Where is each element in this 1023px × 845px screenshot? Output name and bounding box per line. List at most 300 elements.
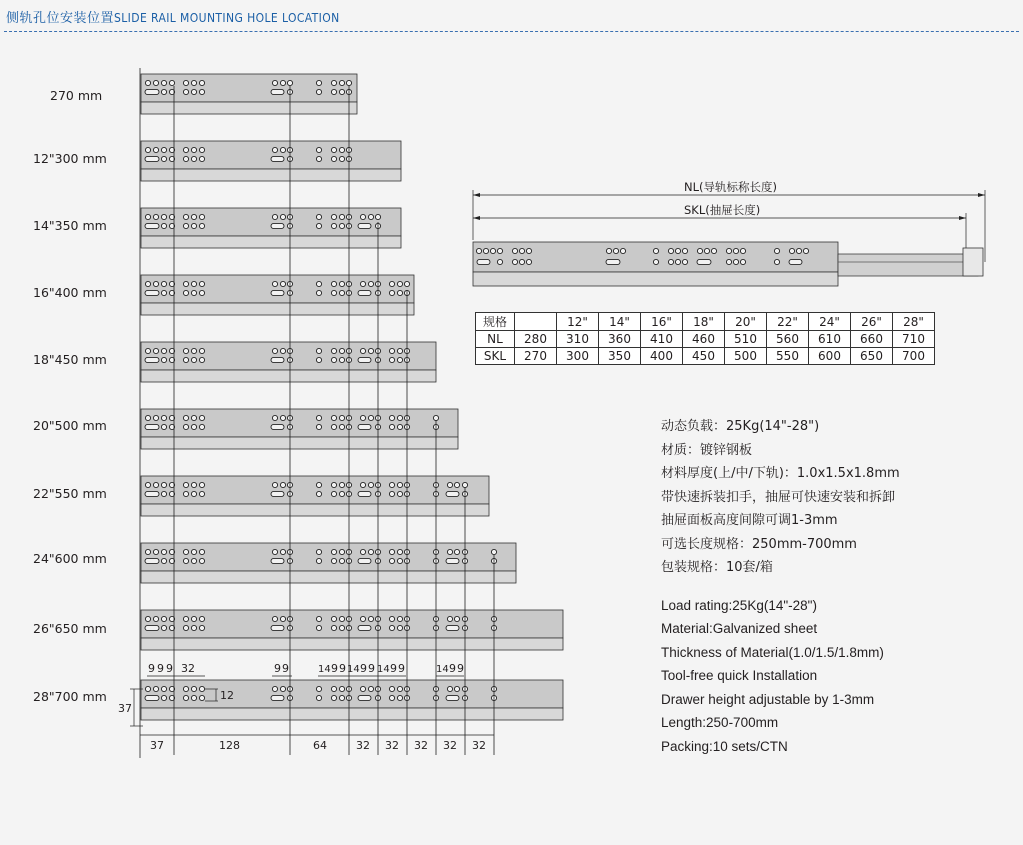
mounting-hole: [490, 248, 495, 253]
top-dim-9a: 9: [148, 662, 155, 675]
mounting-hole: [339, 558, 344, 563]
mounting-hole: [191, 80, 196, 85]
spec-line-cn: 材料厚度(上/中/下轨)：1.0x1.5x1.8mm: [661, 466, 900, 481]
mounting-hole: [153, 147, 158, 152]
spec-table-cell: 28": [893, 313, 935, 331]
mounting-hole: [272, 616, 277, 621]
mounting-hole: [397, 686, 402, 691]
rail-base: [141, 571, 516, 583]
mounting-slot: [358, 625, 371, 630]
mounting-slot: [271, 625, 284, 630]
mounting-slot: [145, 491, 159, 496]
mounting-slot: [358, 558, 371, 563]
rails-layer: [141, 74, 563, 720]
mounting-hole: [161, 223, 166, 228]
mounting-hole: [360, 415, 365, 420]
mounting-hole: [199, 482, 204, 487]
mounting-hole: [697, 248, 702, 253]
mounting-hole: [199, 156, 204, 161]
mounting-hole: [331, 424, 336, 429]
mounting-hole: [339, 625, 344, 630]
mounting-hole: [512, 259, 517, 264]
mounting-hole: [682, 259, 687, 264]
mounting-hole: [397, 281, 402, 286]
mounting-hole: [191, 686, 196, 691]
mounting-hole: [331, 549, 336, 554]
mounting-hole: [339, 214, 344, 219]
slide-rail: [141, 74, 357, 114]
top-dim-9b: 9: [157, 662, 164, 675]
mounting-hole: [339, 348, 344, 353]
spec-table-rowhead: 规格: [476, 313, 515, 331]
mounting-hole: [280, 616, 285, 621]
mounting-hole: [161, 482, 166, 487]
top-dim-9h: 9: [360, 662, 367, 675]
mounting-hole: [726, 259, 731, 264]
mounting-hole: [375, 214, 380, 219]
mounting-hole: [153, 549, 158, 554]
mounting-hole: [331, 415, 336, 420]
rail-body: [141, 680, 563, 708]
mounting-hole: [339, 695, 344, 700]
mounting-hole: [161, 686, 166, 691]
rail-body: [141, 208, 401, 236]
mounting-slot: [446, 558, 459, 563]
slide-rail: [141, 275, 414, 315]
rail-base: [141, 102, 357, 114]
top-dim-14c: 14: [377, 664, 390, 675]
spec-table-cell: 710: [893, 331, 935, 348]
dim-12: 12: [220, 689, 234, 702]
mounting-hole: [145, 616, 150, 621]
top-dim-14b: 14: [347, 664, 360, 675]
mounting-slot: [145, 424, 159, 429]
spec-line-en: Material:Galvanized sheet: [661, 621, 818, 636]
bottom-dim-32a: 32: [356, 739, 370, 752]
mounting-hole: [153, 415, 158, 420]
mounting-hole: [368, 348, 373, 353]
specs-chinese: [661, 415, 900, 580]
mounting-hole: [360, 281, 365, 286]
mounting-hole: [280, 214, 285, 219]
spec-table-cell: 360: [599, 331, 641, 348]
slide-rail: [141, 342, 436, 382]
mounting-slot: [271, 357, 284, 362]
rail-base: [141, 303, 414, 315]
mounting-hole: [183, 357, 188, 362]
spec-table-cell: 550: [767, 348, 809, 365]
specs-english: [661, 594, 900, 759]
mounting-slot: [789, 259, 802, 264]
mounting-hole: [316, 482, 321, 487]
mounting-hole: [726, 248, 731, 253]
mounting-hole: [497, 248, 502, 253]
mounting-hole: [191, 616, 196, 621]
bottom-dimensions: [140, 735, 494, 752]
mounting-hole: [161, 290, 166, 295]
slide-rail: [141, 409, 458, 449]
mounting-hole: [331, 616, 336, 621]
mounting-hole: [331, 482, 336, 487]
mounting-hole: [191, 625, 196, 630]
mounting-hole: [316, 695, 321, 700]
mounting-slot: [446, 625, 459, 630]
mounting-hole: [397, 549, 402, 554]
mounting-hole: [331, 290, 336, 295]
top-dim-9i: 9: [368, 662, 375, 675]
top-dim-14d: 14: [436, 664, 449, 675]
slide-rail: [141, 680, 563, 720]
size-label-400: 16"400 mm: [33, 285, 107, 300]
spec-table-cell: 560: [767, 331, 809, 348]
mounting-hole: [360, 482, 365, 487]
mounting-slot: [145, 290, 159, 295]
mounting-hole: [389, 625, 394, 630]
mounting-slot: [606, 259, 620, 264]
mounting-hole: [368, 686, 373, 691]
mounting-hole: [191, 223, 196, 228]
mounting-hole: [191, 89, 196, 94]
mounting-hole: [360, 214, 365, 219]
mounting-hole: [483, 248, 488, 253]
slide-rail: [141, 208, 401, 248]
spec-table-rowhead: NL: [476, 331, 515, 348]
spec-table-cell: 460: [683, 331, 725, 348]
mounting-hole: [339, 223, 344, 228]
mounting-hole: [161, 357, 166, 362]
mounting-hole: [183, 156, 188, 161]
mounting-hole: [161, 415, 166, 420]
mounting-hole: [183, 482, 188, 487]
mounting-hole: [668, 248, 673, 253]
mounting-hole: [397, 415, 402, 420]
top-dim-9g: 9: [339, 662, 346, 675]
mounting-hole: [280, 686, 285, 691]
mounting-hole: [183, 549, 188, 554]
mounting-hole: [183, 89, 188, 94]
rail-body: [141, 342, 436, 370]
mounting-slot: [358, 491, 371, 496]
rail-body: [141, 610, 563, 638]
mounting-hole: [161, 214, 166, 219]
top-dim-32: 32: [181, 662, 195, 675]
mounting-hole: [161, 281, 166, 286]
mounting-hole: [191, 290, 196, 295]
spec-table-cell: 450: [683, 348, 725, 365]
bottom-dim-64: 64: [313, 739, 327, 752]
mounting-hole: [368, 549, 373, 554]
mounting-hole: [183, 147, 188, 152]
mounting-hole: [272, 549, 277, 554]
size-label-270: 270 mm: [50, 88, 103, 103]
mounting-hole: [397, 424, 402, 429]
mounting-hole: [199, 491, 204, 496]
spec-table-cell: 20": [725, 313, 767, 331]
size-label-300: 12"300 mm: [33, 151, 107, 166]
mounting-hole: [191, 695, 196, 700]
slide-rail: [141, 476, 489, 516]
mounting-slot: [358, 357, 371, 362]
mounting-hole: [339, 415, 344, 420]
mounting-hole: [183, 290, 188, 295]
mounting-hole: [740, 248, 745, 253]
mounting-hole: [145, 281, 150, 286]
mounting-hole: [199, 290, 204, 295]
mounting-hole: [199, 415, 204, 420]
mounting-hole: [161, 695, 166, 700]
mounting-hole: [360, 686, 365, 691]
spec-line-cn: 带快速拆装扣手，抽屉可快速安装和拆卸: [661, 489, 896, 505]
mounting-hole: [682, 248, 687, 253]
spec-table-row: [476, 313, 935, 331]
rail-base: [141, 437, 458, 449]
mounting-hole: [389, 482, 394, 487]
side-rail-body: [473, 242, 838, 272]
rail-base: [141, 638, 563, 650]
mounting-hole: [368, 482, 373, 487]
spec-line-en: Load rating:25Kg(14"-28"): [661, 597, 817, 613]
mounting-hole: [316, 281, 321, 286]
mounting-hole: [397, 491, 402, 496]
mounting-hole: [316, 89, 321, 94]
mounting-hole: [280, 147, 285, 152]
mounting-hole: [161, 616, 166, 621]
dim-37-side: 37: [118, 702, 132, 715]
mounting-hole: [331, 214, 336, 219]
mounting-slot: [271, 89, 284, 94]
mounting-hole: [191, 281, 196, 286]
specs-block: [661, 415, 900, 758]
mounting-hole: [287, 80, 292, 85]
mounting-hole: [161, 156, 166, 161]
mounting-hole: [272, 482, 277, 487]
mounting-hole: [199, 147, 204, 152]
title-chinese: 侧轨孔位安装位置: [6, 11, 115, 26]
mounting-hole: [397, 357, 402, 362]
mounting-hole: [280, 80, 285, 85]
mounting-hole: [199, 357, 204, 362]
mounting-hole: [183, 424, 188, 429]
top-dim-9l: 9: [449, 662, 456, 675]
mounting-hole: [774, 248, 779, 253]
mounting-hole: [161, 625, 166, 630]
top-dim-9j: 9: [390, 662, 397, 675]
mounting-hole: [454, 549, 459, 554]
spec-table-cell: 280: [515, 331, 557, 348]
rail-base: [141, 504, 489, 516]
spec-table-cell: 400: [641, 348, 683, 365]
mounting-slot: [271, 424, 284, 429]
spec-table-cell: 310: [557, 331, 599, 348]
mounting-hole: [339, 290, 344, 295]
mounting-hole: [331, 558, 336, 563]
mounting-hole: [316, 357, 321, 362]
mounting-hole: [316, 80, 321, 85]
mounting-hole: [199, 348, 204, 353]
mounting-hole: [675, 248, 680, 253]
mounting-slot: [271, 156, 284, 161]
mounting-hole: [191, 491, 196, 496]
mounting-hole: [161, 89, 166, 94]
mounting-hole: [397, 616, 402, 621]
rail-base: [141, 708, 563, 720]
spec-table-cell: 14": [599, 313, 641, 331]
mounting-hole: [316, 348, 321, 353]
top-dimensions: [147, 662, 464, 676]
mounting-hole: [145, 147, 150, 152]
size-labels: [33, 88, 107, 704]
mounting-hole: [191, 214, 196, 219]
mounting-hole: [519, 259, 524, 264]
mounting-hole: [389, 424, 394, 429]
skl-arrow-right: [959, 216, 966, 220]
bottom-dim-32e: 32: [472, 739, 486, 752]
mounting-hole: [199, 424, 204, 429]
mounting-hole: [183, 223, 188, 228]
mounting-hole: [316, 214, 321, 219]
mounting-hole: [389, 415, 394, 420]
mounting-hole: [199, 558, 204, 563]
mounting-hole: [454, 482, 459, 487]
mounting-hole: [183, 415, 188, 420]
mounting-hole: [454, 616, 459, 621]
mounting-hole: [183, 558, 188, 563]
spec-table-cell: 610: [809, 331, 851, 348]
mounting-hole: [339, 147, 344, 152]
side-rail-extension: [838, 254, 978, 276]
mounting-hole: [397, 348, 402, 353]
mounting-hole: [191, 549, 196, 554]
mounting-slot: [358, 424, 371, 429]
mounting-hole: [512, 248, 517, 253]
mounting-hole: [191, 424, 196, 429]
mounting-hole: [389, 290, 394, 295]
mounting-hole: [145, 415, 150, 420]
size-label-600: 24"600 mm: [33, 551, 107, 566]
mounting-hole: [316, 415, 321, 420]
mounting-hole: [339, 424, 344, 429]
spec-table-cell: 26": [851, 313, 893, 331]
bottom-dim-128: 128: [219, 739, 240, 752]
mounting-hole: [316, 686, 321, 691]
mounting-hole: [339, 491, 344, 496]
rail-base: [141, 236, 401, 248]
mounting-slot: [446, 491, 459, 496]
mounting-hole: [331, 281, 336, 286]
spec-line-en: Thickness of Material(1.0/1.5/1.8mm): [661, 644, 884, 660]
mounting-hole: [183, 491, 188, 496]
title-english: SLIDE RAIL MOUNTING HOLE LOCATION: [114, 11, 340, 25]
mounting-hole: [733, 259, 738, 264]
rail-body: [141, 409, 458, 437]
mounting-slot: [358, 290, 371, 295]
mounting-hole: [447, 482, 452, 487]
rail-body: [141, 543, 516, 571]
top-dim-9m: 9: [457, 662, 464, 675]
spec-line-cn: 抽屉面板高度间隙可调1-3mm: [661, 513, 838, 528]
spec-table-row: [476, 348, 935, 365]
mounting-hole: [668, 259, 673, 264]
mounting-hole: [389, 348, 394, 353]
rail-body: [141, 476, 489, 504]
mounting-hole: [272, 80, 277, 85]
skl-label: SKL(抽屉长度): [684, 203, 761, 217]
mounting-hole: [199, 89, 204, 94]
mounting-hole: [280, 281, 285, 286]
bottom-dim-32d: 32: [443, 739, 457, 752]
nl-label: NL(导轨标称长度): [684, 180, 777, 194]
mounting-hole: [272, 147, 277, 152]
top-dim-9f: 9: [331, 662, 338, 675]
spec-table-cell: 350: [599, 348, 641, 365]
mounting-slot: [145, 223, 159, 228]
mounting-hole: [339, 80, 344, 85]
mounting-hole: [331, 686, 336, 691]
mounting-hole: [272, 686, 277, 691]
mounting-slot: [446, 695, 459, 700]
mounting-hole: [339, 281, 344, 286]
mounting-hole: [199, 695, 204, 700]
mounting-slot: [145, 156, 159, 161]
mounting-hole: [789, 248, 794, 253]
mounting-hole: [331, 695, 336, 700]
mounting-hole: [331, 156, 336, 161]
mounting-hole: [462, 482, 467, 487]
spec-table-cell: 270: [515, 348, 557, 365]
spec-table-cell: 600: [809, 348, 851, 365]
nl-arrow-right: [978, 193, 985, 197]
bottom-dim-32c: 32: [414, 739, 428, 752]
slide-rail: [141, 141, 401, 181]
mounting-hole: [316, 424, 321, 429]
top-dim-14a: 14: [318, 664, 331, 675]
mounting-hole: [316, 491, 321, 496]
rail-base: [141, 169, 401, 181]
mounting-hole: [339, 156, 344, 161]
nl-arrow-left: [473, 193, 480, 197]
spec-table-cell: 650: [851, 348, 893, 365]
mounting-hole: [397, 290, 402, 295]
mounting-hole: [153, 80, 158, 85]
mounting-hole: [389, 357, 394, 362]
spec-line-en: Tool-free quick Installation: [661, 668, 818, 683]
mounting-hole: [280, 415, 285, 420]
spec-line-en: Length:250-700mm: [661, 715, 779, 730]
mounting-hole: [153, 281, 158, 286]
mounting-hole: [191, 482, 196, 487]
mounting-hole: [183, 695, 188, 700]
mounting-hole: [331, 357, 336, 362]
mounting-slot: [145, 357, 159, 362]
mounting-hole: [454, 686, 459, 691]
spec-table-body: [476, 313, 935, 365]
mounting-hole: [339, 357, 344, 362]
mounting-hole: [711, 248, 716, 253]
mounting-hole: [368, 616, 373, 621]
mounting-hole: [620, 248, 625, 253]
mounting-hole: [199, 686, 204, 691]
mounting-hole: [183, 348, 188, 353]
mounting-hole: [339, 549, 344, 554]
spec-table-cell: 18": [683, 313, 725, 331]
mounting-hole: [153, 686, 158, 691]
rail-base: [141, 370, 436, 382]
mounting-slot: [697, 259, 711, 264]
mounting-hole: [368, 415, 373, 420]
mounting-hole: [161, 491, 166, 496]
mounting-hole: [339, 482, 344, 487]
mounting-hole: [675, 259, 680, 264]
